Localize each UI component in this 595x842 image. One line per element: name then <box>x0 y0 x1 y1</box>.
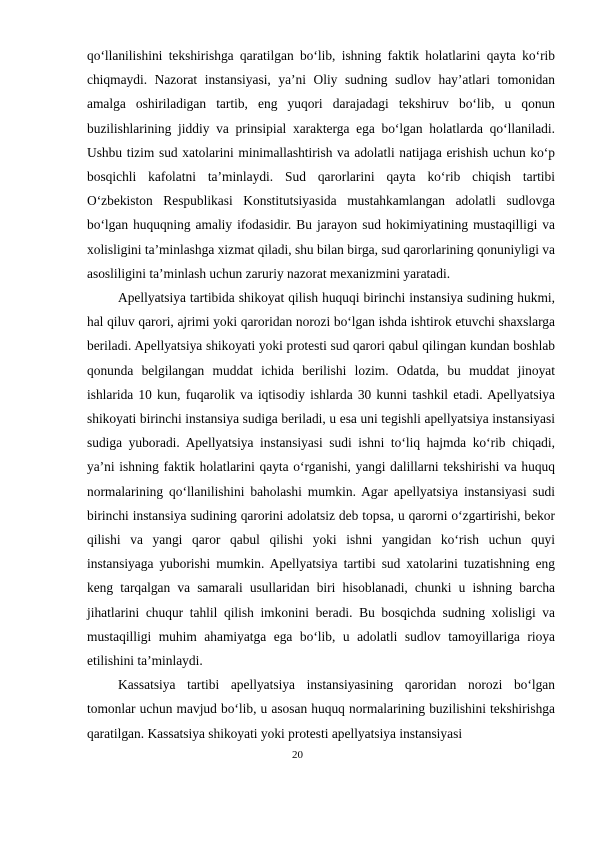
document-page <box>87 44 555 746</box>
paragraph-1: qoʻllanilishini tekshirishga qaratilgan boʻlib, ishning faktik holatlarini qayta koʻrib chiqmaydi. Nazorat instansiyasi, yaʼni Oliy sudning sudlov hayʼatlari tomonidan amalga oshiriladigan tartib, eng yuqori darajadagi tekshiruv boʻlib, u qonun buzilishlarining jiddiy va prinsipial xarakterga ega boʻlgan holatlarda qoʻllaniladi. Ushbu tizim sud xatolarini minimallashtirish va adolatli natijaga erishish uchun koʻp bosqichli kafolatni taʼminlaydi. Sud qarorlarini qayta koʻrib chiqish tartibi Oʻzbekiston Respublikasi Konstitutsiyasida mustahkamlangan adolatli sudlovga boʻlgan huquqning amaliy ifodasidir. Bu jarayon sud hokimiyatining mustaqilligi va xolisligini taʼminlashga xizmat qiladi, shu bilan birga, sud qarorlarining qonuniyligi va asosliligini taʼminlash uchun zaruriy nazorat mexanizmini yaratadi. <box>87 48 555 281</box>
paragraph-3: Kassatsiya tartibi apellyatsiya instansiyasining qaroridan norozi boʻlgan tomonlar uchun mavjud boʻlib, u asosan huquq normalarining buzilishini tekshirishga qaratilgan. Kassatsiya shikoyati yoki protesti apellyatsiya instansiyasi <box>87 677 555 741</box>
paragraph-2: Apellyatsiya tartibida shikoyat qilish huquqi birinchi instansiya sudining hukmi, hal qiluv qarori, ajrimi yoki qaroridan norozi boʻlgan ishda ishtirok etuvchi shaxslarga beriladi. Apellyatsiya shikoyati yoki protesti sud qarori qabul qilingan kundan boshlab qonunda belgilangan muddat ichida berilishi lozim. Odatda, bu muddat jinoyat ishlarida 10 kun, fuqarolik va iqtisodiy ishlarda 30 kunni tashkil etadi. Apellyatsiya shikoyati birinchi instansiya sudiga beriladi, u esa uni tegishli apellyatsiya instansiyasi sudiga yuboradi. Apellyatsiya instansiyasi sudi ishni toʻliq hajmda koʻrib chiqadi, yaʼni ishning faktik holatlarini qayta oʻrganishi, yangi dalillarni tekshirishi va huquq normalarining qoʻllanilishini baholashi mumkin. Agar apellyatsiya instansiyasi sudi birinchi instansiya sudining qarorini adolatsiz deb topsa, u qarorni oʻzgartirishi, bekor qilishi va yangi qaror qabul qilishi yoki ishni yangidan koʻrish uchun quyi instansiyaga yuborishi mumkin. Apellyatsiya tartibi sud xatolarini tuzatishning eng keng tarqalgan va samarali usullaridan biri hisoblanadi, chunki u ishning barcha jihatlarini chuqur tahlil qilish imkonini beradi. Bu bosqichda sudning xolisligi va mustaqilligi muhim ahamiyatga ega boʻlib, u adolatli sudlov tamoyillariga rioya etilishini taʼminlaydi. <box>87 290 555 669</box>
page-number: 20 <box>292 749 303 761</box>
